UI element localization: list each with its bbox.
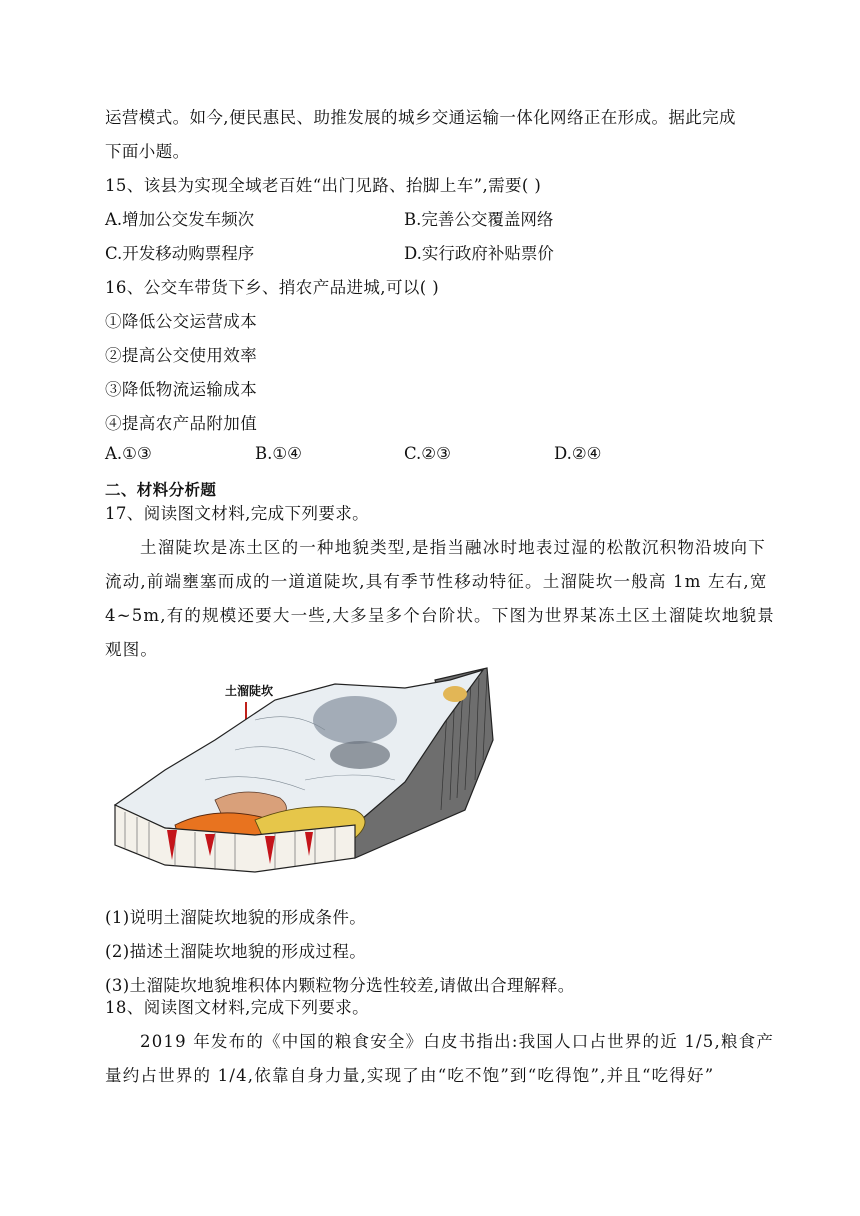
q17-material-line-1: 土溜陡坎是冻土区的一种地貌类型,是指当融冰时地表过湿的松散沉积物沿坡向下 [140, 538, 766, 557]
upper-slope-patch [443, 686, 467, 702]
figure-label: 土溜陡坎 [225, 684, 274, 698]
q15-option-d: D.实行政府补贴票价 [404, 244, 554, 263]
q16-option-c: C.②③ [404, 444, 451, 463]
q16-item-3: ③降低物流运输成本 [105, 380, 258, 399]
question-18-stem: 18、阅读图文材料,完成下列要求。 [105, 998, 370, 1017]
q15-option-c: C.开发移动购票程序 [105, 244, 255, 263]
q17-material-line-4: 观图。 [105, 640, 159, 659]
q16-option-b: B.①④ [255, 444, 302, 463]
solifluction-landform-figure [105, 660, 495, 888]
q16-option-a: A.①③ [105, 444, 152, 463]
question-15-stem: 15、该县为实现全域老百姓“出门见路、抬脚上车”,需要( ) [105, 176, 542, 195]
debris-hollow [330, 741, 390, 769]
passage-line-1: 运营模式。如今,便民惠民、助推发展的城乡交通运输一体化网络正在形成。据此完成 [105, 108, 736, 127]
passage-line-2: 下面小题。 [105, 142, 190, 161]
q16-item-1: ①降低公交运营成本 [105, 312, 258, 331]
q17-subquestion-3: (3)土溜陡坎地貌堆积体内颗粒物分选性较差,请做出合理解释。 [105, 976, 575, 995]
q16-option-d: D.②④ [554, 444, 602, 463]
q16-item-2: ②提高公交使用效率 [105, 346, 258, 365]
q17-material-line-3: 4~5m,有的规模还要大一些,大多呈多个台阶状。下图为世界某冻土区土溜陡坎地貌景 [105, 606, 775, 625]
q16-item-4: ④提高农产品附加值 [105, 414, 258, 433]
q15-option-b: B.完善公交覆盖网络 [404, 210, 554, 229]
q18-material-line-2: 量约占世界的 1/4,依靠自身力量,实现了由“吃不饱”到“吃得饱”,并且“吃得好” [105, 1066, 715, 1085]
q18-material-line-1: 2019 年发布的《中国的粮食安全》白皮书指出:我国人口占世界的近 1/5,粮食产 [140, 1032, 775, 1051]
question-16-stem: 16、公交车带货下乡、捎农产品进城,可以( ) [105, 278, 440, 297]
section-2-title: 二、材料分析题 [105, 481, 217, 499]
q17-subquestion-2: (2)描述土溜陡坎地貌的形成过程。 [105, 942, 367, 961]
q17-subquestion-1: (1)说明土溜陡坎地貌的形成条件。 [105, 908, 367, 927]
question-17-stem: 17、阅读图文材料,完成下列要求。 [105, 504, 370, 523]
rocky-outcrop [313, 696, 397, 744]
landform-illustration [105, 660, 495, 888]
q15-option-a: A.增加公交发车频次 [105, 210, 255, 229]
q17-material-line-2: 流动,前端壅塞而成的一道道陡坎,具有季节性移动特征。土溜陡坎一般高 1m 左右,宽 [105, 572, 768, 591]
